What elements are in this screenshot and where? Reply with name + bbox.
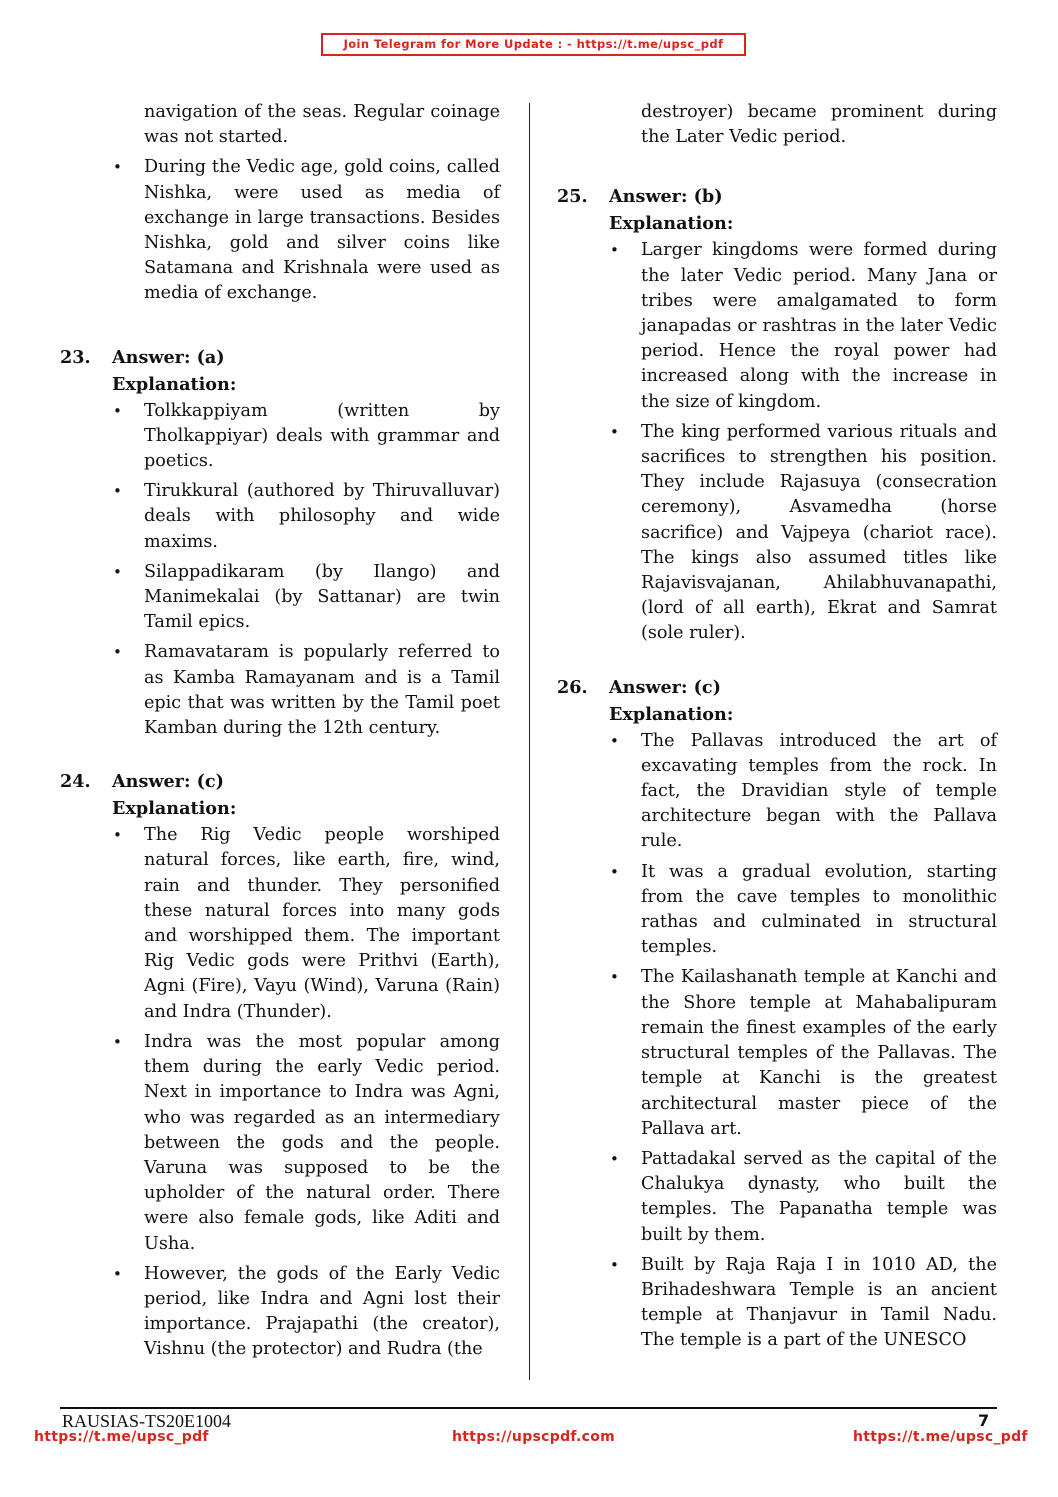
continued-bullet-list [60,155,500,306]
explanation-list [60,823,500,1362]
left-column [60,100,500,1368]
list-item: • The king performed various rituals and sacrifices to strengthen his position. They include Rajasuya (consecration ceremony), Asvamedha (horse sacrifice) and Vajpeya (chariot race). The kings also assumed titles like Rajavisvajanan, Ahilabhuvanapathi, (lord of all earth), Ekrat and Samrat (sole ruler). [557,420,997,647]
list-item: • However, the gods of the Early Vedic period, like Indra and Agni lost their importance. Prajapathi (the creator), Vishnu (the protector) and Rudra (the [60,1262,500,1363]
page-number: 7 [978,1411,990,1430]
question-number: 25. [557,186,588,208]
explanation-heading: Explanation: [112,373,237,395]
answer-label: Answer: (b) [609,186,723,208]
list-item: • Pattadakal served as the capital of the Chalukya dynasty, who built the temples. The Papanatha temple was built by them. [557,1147,997,1248]
list-item: • Larger kingdoms were formed during the later Vedic period. Many Jana or tribes were amalgamated to form janapadas or rashtras in the later Vedic period. Hence the royal power had increased along with the increase in the size of kingdom. [557,238,997,414]
footer-link-left[interactable]: https://t.me/upsc_pdf [34,1429,209,1445]
document-code: RAUSIAS-TS20E1004 [62,1411,232,1431]
explanation-list [60,399,500,742]
answer-block-23 [60,345,500,742]
list-item: • Ramavataram is popularly referred to as Kamba Ramayanam and is a Tamil epic that was written by the Tamil poet Kamban during the 12th century. [60,640,500,741]
footer-rule [60,1407,997,1409]
footer-link-right[interactable]: https://t.me/upsc_pdf [853,1429,1028,1445]
answer-label: Answer: (a) [112,346,225,368]
explanation-list [557,729,997,1354]
list-item: • Tirukkural (authored by Thiruvalluvar) deals with philosophy and wide maxims. [60,479,500,555]
list-item: • During the Vedic age, gold coins, called Nishka, were used as media of exchange in large transactions. Besides Nishka, gold and silver coins like Satamana and Krishnala were used as media of exchange. [60,155,500,306]
list-item: • Built by Raja Raja I in 1010 AD, the Brihadeshwara Temple is an ancient temple at Thanjavur in Tamil Nadu. The temple is a part of the UNESCO [557,1253,997,1354]
answer-block-24 [60,769,500,1362]
answer-block-26 [557,675,997,1354]
list-item: • It was a gradual evolution, starting from the cave temples to monolithic rathas and culminated in structural temples. [557,860,997,961]
list-item: • Tolkkappiyam (written by Tholkappiyar) deals with grammar and poetics. [60,399,500,475]
question-number: 26. [557,676,588,698]
list-item: • The Pallavas introduced the art of excavating temples from the rock. In fact, the Dravidian style of temple architecture began with the Pallava rule. [557,729,997,855]
explanation-list [557,238,997,646]
answer-label: Answer: (c) [609,676,721,698]
list-item: • Indra was the most popular among them during the early Vedic period. Next in importance to Indra was Agni, who was regarded as an intermediary between the gods and the people. Varuna was supposed to be the upholder of the natural order. There were also female gods, like Aditi and Usha. [60,1030,500,1257]
column-divider [529,103,530,1380]
continued-paragraph: destroyer) became prominent during the Later Vedic period. [641,102,997,148]
continued-paragraph: navigation of the seas. Regular coinage was not started. [144,102,500,148]
question-number: 23. [60,346,91,368]
explanation-heading: Explanation: [609,703,734,725]
answer-block-25 [557,184,997,646]
footer-link-center[interactable]: https://upscpdf.com [452,1429,616,1445]
list-item: • Silappadikaram (by Ilango) and Manimekalai (by Sattanar) are twin Tamil epics. [60,560,500,636]
right-column [557,100,997,1359]
question-number: 24. [60,771,91,793]
list-item: • The Kailashanath temple at Kanchi and the Shore temple at Mahabalipuram remain the finest examples of the early structural temples of the Pallavas. The temple at Kanchi is the greatest architectural master piece of the Pallava art. [557,965,997,1141]
explanation-heading: Explanation: [112,798,237,820]
telegram-banner[interactable]: Join Telegram for More Update : - https://t.me/upsc_pdf [321,33,746,56]
answer-label: Answer: (c) [112,771,224,793]
list-item: • The Rig Vedic people worshiped natural forces, like earth, fire, wind, rain and thunder. They personified these natural forces into many gods and worshipped them. The important Rig Vedic gods were Prithvi (Earth), Agni (Fire), Vayu (Wind), Varuna (Rain) and Indra (Thunder). [60,823,500,1025]
explanation-heading: Explanation: [609,213,734,235]
